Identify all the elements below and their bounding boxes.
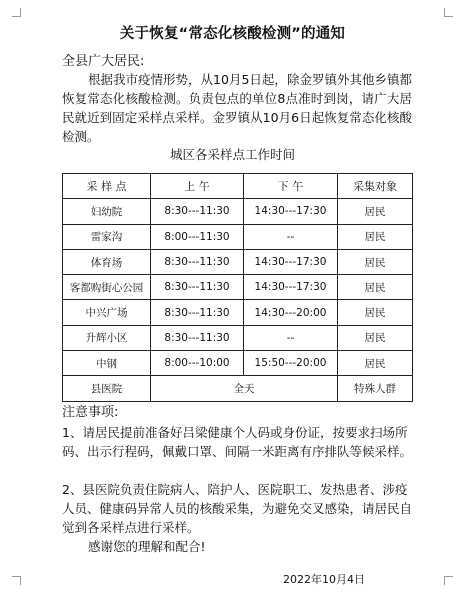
header-morning: 上 午 (151, 174, 244, 199)
table-row (63, 300, 413, 325)
cell-target: 居民 (338, 300, 413, 325)
cell-site: 体育场 (63, 249, 151, 274)
cell-target: 特殊人群 (338, 376, 413, 401)
cell-target: 居民 (338, 275, 413, 300)
cell-site: 中兴广场 (63, 300, 151, 325)
cell-afternoon: 14:30---17:30 (244, 275, 338, 300)
cell-target: 居民 (338, 325, 413, 350)
cell-target: 居民 (338, 351, 413, 376)
notice-title: 关于恢复“常态化核酸检测”的通知 (119, 26, 346, 42)
table-row (63, 199, 413, 224)
issue-date: 2022年10月4日 (283, 573, 365, 586)
cell-hours-merged: 全天 (151, 376, 338, 401)
table-header-row (63, 174, 413, 199)
note-item: 2、县医院负责住院病人、陪护人、医院职工、发热患者、涉疫人员、健康码异常人员的核酸采集，为避免交叉感染，请居民自觉到各采样点进行采样。 (62, 482, 413, 535)
schedule-title: 城区各采样点工作时间 (169, 147, 295, 162)
header-site: 采 样 点 (63, 174, 151, 199)
notes-title: 注意事项: (62, 405, 119, 420)
sampling-schedule-table (62, 173, 413, 402)
table-row (63, 249, 413, 274)
cell-site: 客都购街心公园 (63, 275, 151, 300)
page-corner-mark-bottom-left (12, 576, 21, 585)
cell-site: 升辉小区 (63, 325, 151, 350)
cell-target: 居民 (338, 249, 413, 274)
cell-morning: 8:30---11:30 (151, 275, 244, 300)
cell-afternoon: 14:30---17:30 (244, 199, 338, 224)
cell-afternoon: 15:50---20:00 (244, 351, 338, 376)
table-row (63, 224, 413, 249)
cell-morning: 8:00---11:30 (151, 224, 244, 249)
cell-site: 雷家沟 (63, 224, 151, 249)
cell-morning: 8:30---11:30 (151, 300, 244, 325)
cell-site: 中钢 (63, 351, 151, 376)
table-row (63, 376, 413, 401)
cell-site: 妇幼院 (63, 199, 151, 224)
page-corner-mark-top-right (444, 8, 453, 17)
cell-morning: 8:30---11:30 (151, 249, 244, 274)
page-corner-mark-top-left (12, 8, 21, 17)
cell-site: 县医院 (63, 376, 151, 401)
cell-afternoon: -- (244, 325, 338, 350)
page-corner-mark-bottom-right (444, 576, 453, 585)
cell-afternoon: 14:30---20:00 (244, 300, 338, 325)
table-row (63, 351, 413, 376)
table-row (63, 325, 413, 350)
cell-target: 居民 (338, 199, 413, 224)
cell-afternoon: -- (244, 224, 338, 249)
note-item: 1、请居民提前准备好吕梁健康个人码或身份证，按要求扫场所码、出示行程码，佩戴口罩、间隔一米距离有序排队等候采样。 (62, 425, 413, 459)
cell-morning: 8:30---11:30 (151, 199, 244, 224)
cell-target: 居民 (338, 224, 413, 249)
thanks-text: 感谢您的理解和配合! (88, 539, 206, 554)
salutation: 全县广大居民: (62, 54, 145, 69)
cell-morning: 8:00---10:00 (151, 351, 244, 376)
header-afternoon: 下 午 (244, 174, 338, 199)
cell-morning: 8:30---11:30 (151, 325, 244, 350)
notice-paragraph: 根据我市疫情形势，从10月5日起，除金罗镇外其他乡镇都恢复常态化核酸检测。负责包点的单位8点准时到岗，请广大居民就近到固定采样点采样。金罗镇从10月6日起恢复常态化核酸检测。 (62, 72, 412, 144)
table-row (63, 275, 413, 300)
header-target: 采集对象 (338, 174, 413, 199)
cell-afternoon: 14:30---17:30 (244, 249, 338, 274)
